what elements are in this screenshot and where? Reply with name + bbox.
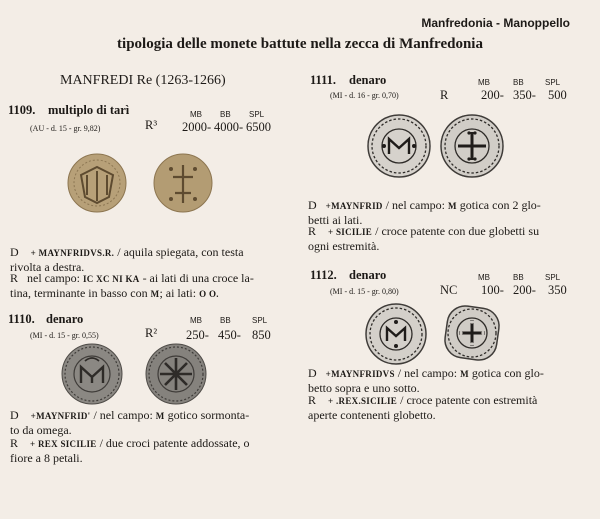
page-title: tipologia delle monete battute nella zecca di Manfredonia [117, 36, 483, 52]
coin-obverse-image [367, 114, 431, 178]
price-bb: 350- [513, 88, 536, 102]
reverse-description: R + SICILIE / croce patente con due globetti su ogni estremità. [308, 224, 540, 253]
coin-obverse-image [365, 303, 427, 365]
grade-label-spl: SPL [545, 78, 561, 87]
coin-name: denaro [349, 268, 387, 282]
grade-label-mb: MB [478, 273, 490, 282]
price-bb: 200- [513, 283, 536, 297]
entry-number: 1109. [8, 103, 36, 117]
obverse-description: D +MAYNFRID / nel campo: M gotica con 2 glo- betti ai lati. [308, 198, 541, 227]
reverse-description: R nel campo: IC XC NI KA - ai lati di una croce la- tina, terminante in basso con M; ai lati: O O. [10, 271, 254, 300]
obverse-description: D +MAYNFRIDVS / nel campo: M gotica con glo- betto sopra e uno sotto. [308, 366, 544, 395]
rarity: R³ [145, 118, 158, 132]
coin-specs: (MI - d. 16 - gr. 0,70) [330, 91, 399, 100]
price-bb: 450- [218, 328, 241, 342]
grade-label-mb: MB [190, 110, 202, 119]
coin-obverse-image [67, 153, 127, 213]
coin-reverse-image [440, 114, 504, 178]
coin-name: multiplo di tarì [48, 103, 130, 117]
price-mb: 250- [186, 328, 209, 342]
rarity: NC [440, 283, 458, 297]
grade-label-bb: BB [513, 273, 524, 282]
coin-specs: (MI - d. 15 - gr. 0,55) [30, 331, 99, 340]
grade-label-spl: SPL [545, 273, 561, 282]
obverse-description: D + MAYNFRIDVS.R. / aquila spiegata, con testa rivolta a destra. [10, 245, 244, 274]
coin-specs: (AU - d. 15 - gr. 9,82) [30, 124, 101, 133]
coin-reverse-image [153, 153, 213, 213]
grade-label-mb: MB [478, 78, 490, 87]
coin-reverse-image [145, 343, 207, 405]
price-spl: 350 [548, 283, 567, 297]
coin-reverse-image [440, 301, 504, 365]
coin-obverse-image [61, 343, 123, 405]
grade-label-bb: BB [220, 316, 231, 325]
rarity: R [440, 88, 449, 102]
obverse-description: D +MAYNFRID' / nel campo: M gotico sormonta- to da omega. [10, 408, 250, 437]
price-mb: 100- [481, 283, 504, 297]
price-spl: 850 [252, 328, 271, 342]
reverse-description: R + REX SICILIE / due croci patente addossate, o fiore a 8 petali. [10, 436, 250, 465]
coin-name: denaro [46, 312, 84, 326]
price-spl: 500 [548, 88, 567, 102]
entry-number: 1112. [310, 268, 337, 282]
ruler-heading: MANFREDI Re (1263-1266) [60, 73, 226, 88]
price-bb: 4000- [214, 120, 244, 134]
reverse-description: R + .REX.SICILIE / croce patente con estremità aperte contenenti globetto. [308, 393, 538, 422]
grade-label-bb: BB [220, 110, 231, 119]
grade-label-bb: BB [513, 78, 524, 87]
entry-number: 1111. [310, 73, 337, 87]
grade-label-mb: MB [190, 316, 202, 325]
grade-label-spl: SPL [252, 316, 268, 325]
grade-label-spl: SPL [249, 110, 265, 119]
coin-name: denaro [349, 73, 387, 87]
price-spl: 6500 [246, 120, 271, 134]
price-mb: 2000- [182, 120, 212, 134]
running-head: Manfredonia - Manoppello [421, 16, 570, 30]
coin-specs: (MI - d. 15 - gr. 0,80) [330, 287, 399, 296]
entry-number: 1110. [8, 312, 35, 326]
price-mb: 200- [481, 88, 504, 102]
rarity: R² [145, 326, 158, 340]
